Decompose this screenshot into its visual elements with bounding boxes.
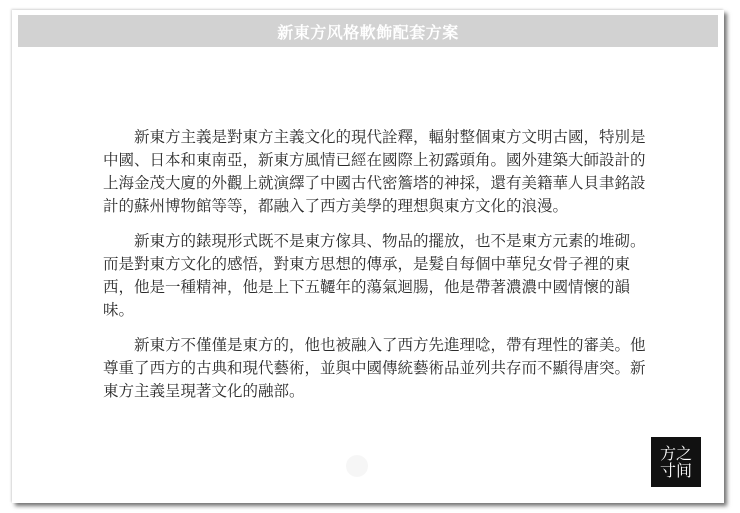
body-content [103, 126, 653, 415]
paragraph-3: 新東方不僅僅是東方的，他也被融入了西方先進理唸，帶有理性的審美。他尊重了西方的古典和現代藝術，並與中國傳統藝術品並列共存而不顯得唐突。新東方主義呈現著文化的融部。 [103, 336, 646, 400]
title-bar [18, 15, 718, 47]
watermark-icon [346, 455, 368, 477]
paragraph-2: 新東方的錶現形式既不是東方傢具、物品的擺放，也不是東方元素的堆砌。而是對東方文化的感悟，對東方思想的傳承，是髮自每個中華兒女骨子裡的東西，他是一種精神，他是上下五韆年的蕩氣迴腸，他是帶著濃濃中國情懷的韻味。 [103, 232, 646, 319]
logo-line-2: 寸间 [659, 461, 692, 480]
slide-frame [12, 10, 724, 503]
logo-line-1: 方之 [659, 444, 692, 463]
paragraph-1: 新東方主義是對東方主義文化的現代詮釋，輻射整個東方文明古國，特別是中國、日本和東南亞，新東方風情已經在國際上初露頭角。國外建築大師設計的上海金茂大廈的外觀上就演繹了中國古代密簷塔的神採，還有美籍華人貝聿銘設計的蘇州博物館等等，都融入了西方美學的理想與東方文化的浪漫。 [103, 128, 646, 215]
page-title: 新東方风格軟飾配套方案 [277, 22, 459, 42]
brand-logo [651, 437, 701, 487]
